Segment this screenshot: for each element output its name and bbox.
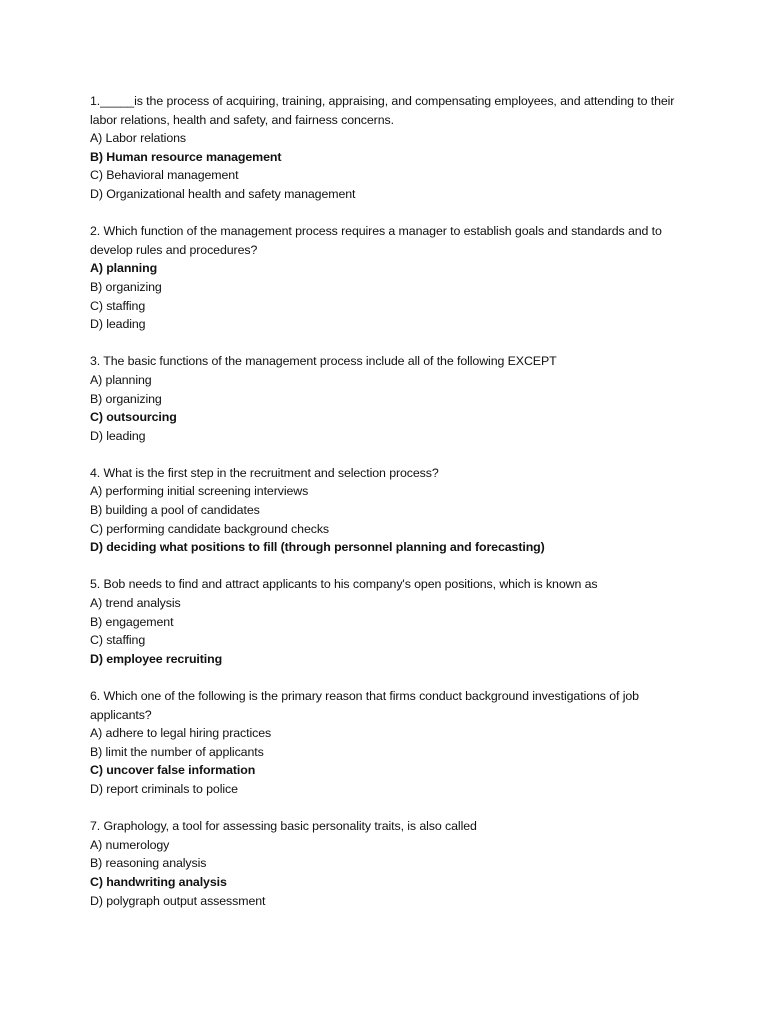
answer-option-a: A) Labor relations: [90, 131, 187, 146]
answer-option-c-correct: C) uncover false information: [90, 763, 256, 778]
answer-option-a: A) numerology: [90, 837, 170, 852]
answer-option-b: B) reasoning analysis: [90, 856, 207, 871]
question-2: [90, 222, 682, 334]
question-stem: 1._____is the process of acquiring, training, appraising, and compensating employees, and attending to their labor relations, health and safety, and fairness concerns.: [90, 94, 675, 127]
question-1: [90, 92, 682, 204]
answer-option-d: D) leading: [90, 428, 146, 443]
answer-option-b-correct: B) Human resource management: [90, 149, 282, 164]
question-stem: 2. Which function of the management process requires a manager to establish goals and standards and to develop rules and procedures?: [90, 224, 662, 257]
question-4: [90, 464, 682, 557]
answer-option-d-correct: D) deciding what positions to fill (through personnel planning and forecasting): [90, 540, 545, 555]
answer-option-c: C) staffing: [90, 633, 146, 648]
question-stem: 3. The basic functions of the management process include all of the following EXCEPT: [90, 354, 557, 369]
answer-option-b: B) organizing: [90, 391, 162, 406]
answer-option-d: D) leading: [90, 317, 146, 332]
question-6: [90, 687, 682, 799]
answer-option-b: B) engagement: [90, 614, 174, 629]
answer-option-a: A) planning: [90, 372, 152, 387]
question-5: [90, 575, 682, 668]
answer-option-a: A) performing initial screening interviews: [90, 484, 309, 499]
answer-option-b: B) limit the number of applicants: [90, 744, 264, 759]
answer-option-d: D) polygraph output assessment: [90, 893, 266, 908]
answer-option-c-correct: C) outsourcing: [90, 410, 177, 425]
answer-option-c: C) staffing: [90, 298, 146, 313]
answer-option-d: D) report criminals to police: [90, 781, 238, 796]
question-3: [90, 352, 682, 445]
answer-option-a: A) trend analysis: [90, 596, 181, 611]
answer-option-a: A) adhere to legal hiring practices: [90, 726, 272, 741]
question-stem: 6. Which one of the following is the primary reason that firms conduct background investigations of job applicants?: [90, 689, 639, 722]
answer-option-b: B) organizing: [90, 279, 162, 294]
answer-option-b: B) building a pool of candidates: [90, 503, 260, 518]
answer-option-c: C) Behavioral management: [90, 168, 239, 183]
answer-option-d: D) Organizational health and safety management: [90, 186, 356, 201]
answer-option-c: C) performing candidate background checks: [90, 521, 330, 536]
question-7: [90, 817, 682, 910]
question-stem: 7. Graphology, a tool for assessing basic personality traits, is also called: [90, 819, 477, 834]
question-stem: 5. Bob needs to find and attract applicants to his company's open positions, which is known as: [90, 577, 598, 592]
quiz-document: [90, 92, 682, 929]
answer-option-a-correct: A) planning: [90, 261, 158, 276]
answer-option-d-correct: D) employee recruiting: [90, 651, 223, 666]
question-stem: 4. What is the first step in the recruitment and selection process?: [90, 465, 439, 480]
answer-option-c-correct: C) handwriting analysis: [90, 874, 227, 889]
